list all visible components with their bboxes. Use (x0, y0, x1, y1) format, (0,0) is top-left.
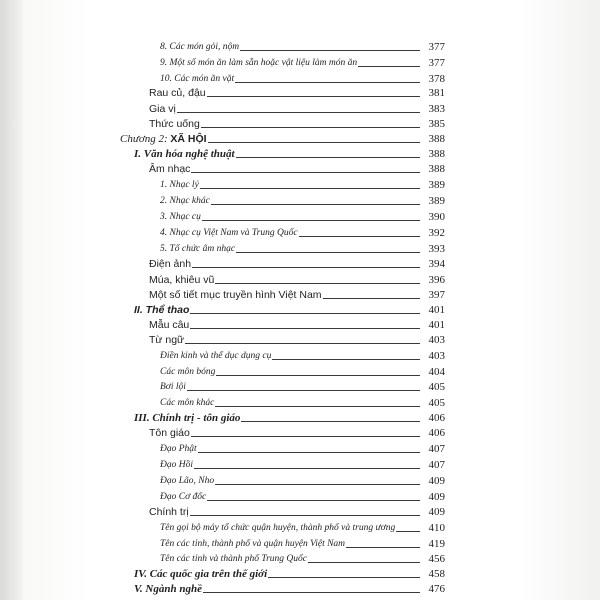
page-number: 385 (428, 118, 445, 130)
toc-entry-title: 1. Nhạc lý (160, 180, 199, 190)
page-number: 456 (428, 553, 445, 565)
toc-entry-title: Thức uống (149, 118, 200, 130)
page-number: 383 (428, 103, 445, 115)
dot-leader (215, 406, 420, 407)
toc-entry-title: 3. Nhạc cụ (160, 212, 201, 222)
page-number: 407 (428, 459, 445, 471)
toc-entry (149, 332, 445, 346)
dot-leader (235, 82, 420, 83)
toc-entry-title: 9. Một số món ăn làm sẵn hoặc vật liệu làm món ăn (160, 58, 358, 68)
dot-leader (272, 359, 420, 360)
dot-leader (191, 436, 420, 437)
dot-leader (202, 220, 420, 221)
toc-entry (160, 241, 445, 255)
page-number: 392 (428, 227, 445, 239)
toc-entry (134, 410, 445, 424)
dot-leader (207, 500, 420, 501)
toc-entry-title: Từ ngữ (149, 334, 185, 346)
page-number: 409 (428, 475, 445, 487)
toc-entry (160, 457, 445, 471)
page-number: 404 (428, 366, 445, 378)
page-number: 403 (428, 350, 445, 362)
toc-entry-title: II. Thể thao (134, 304, 190, 316)
toc-entry (160, 489, 445, 503)
dot-leader (240, 50, 420, 51)
page-number: 396 (428, 274, 445, 286)
toc-entry-title: III. Chính trị - tôn giáo (134, 412, 241, 424)
page-number: 388 (428, 133, 445, 145)
toc-entry (120, 131, 445, 145)
page-number: 390 (428, 211, 445, 223)
toc-entry (149, 101, 445, 115)
toc-entry (134, 566, 445, 580)
page-number: 407 (428, 443, 445, 455)
toc-entry (149, 272, 445, 286)
toc-entry (160, 225, 445, 239)
page-number: 377 (428, 57, 445, 69)
toc-entry-title: 4. Nhạc cụ Việt Nam và Trung Quốc (160, 228, 298, 238)
page-number: 401 (428, 319, 445, 331)
page-number: 476 (428, 583, 445, 595)
toc-entry (149, 504, 445, 518)
dot-leader (190, 515, 420, 516)
dot-leader (236, 252, 420, 253)
toc-entry (160, 177, 445, 191)
dot-leader (268, 577, 420, 578)
toc-entry-title: Các môn khác (160, 398, 215, 408)
page-number: 389 (428, 179, 445, 191)
page-number: 388 (428, 163, 445, 175)
page-number: 403 (428, 334, 445, 346)
dot-leader (215, 283, 420, 284)
dot-leader (346, 547, 420, 548)
toc-entry-title: 2. Nhạc khác (160, 196, 210, 206)
toc-entry-title: Múa, khiêu vũ (149, 274, 215, 286)
page-number: 381 (428, 87, 445, 99)
page-number: 419 (428, 538, 445, 550)
toc-entry-title: Tên các tỉnh, thành phố và quận huyện Việt Nam (160, 539, 346, 549)
toc-entry-title: Đạo Phật (160, 444, 197, 454)
page-number: 388 (428, 148, 445, 160)
dot-leader (216, 375, 420, 376)
dot-leader (190, 313, 420, 314)
dot-leader (207, 96, 420, 97)
toc-entry-title: Điện ảnh (149, 258, 192, 270)
toc-entry-title: Gia vị (149, 103, 176, 115)
chapter-prefix: Chương 2: (120, 133, 171, 145)
toc-entry-title: Các môn bóng (160, 367, 216, 377)
dot-leader (208, 142, 420, 143)
page-number: 405 (428, 397, 445, 409)
toc-entry (160, 348, 445, 362)
dot-leader (192, 267, 420, 268)
toc-entry (149, 425, 445, 439)
toc-entry-title (120, 133, 207, 145)
toc-entry (134, 581, 445, 595)
toc-entry (149, 85, 445, 99)
toc-entry-title: Đạo Lão, Nho (160, 476, 215, 486)
toc-entry (160, 55, 445, 69)
toc-entry (149, 317, 445, 331)
toc-entry (149, 116, 445, 130)
toc-entry-title: V. Ngành nghề (134, 583, 202, 595)
toc-entry (149, 256, 445, 270)
toc-entry-title: Một số tiết mục truyền hình Việt Nam (149, 289, 322, 301)
page-number: 458 (428, 568, 445, 580)
dot-leader (177, 112, 420, 113)
page-number: 409 (428, 491, 445, 503)
toc-entry-title: IV. Các quốc gia trên thế giới (134, 568, 268, 580)
toc-entry-title: Tên gọi bộ máy tổ chức quận huyện, thành phố và trung ương (160, 523, 396, 533)
toc-entry (160, 395, 445, 409)
toc-entry (149, 287, 445, 301)
toc-entry-title: Điền kinh và thể dục dụng cụ (160, 351, 272, 361)
toc-entry (134, 146, 445, 160)
toc-entry (160, 379, 445, 393)
page-number: 389 (428, 195, 445, 207)
toc-entry-title: 8. Các món gỏi, nộm (160, 42, 240, 52)
toc-entry-title: 10. Các món ăn vặt (160, 74, 235, 84)
toc-entry (160, 536, 445, 550)
dot-leader (308, 562, 420, 563)
toc-entry-title: Mẫu câu (149, 319, 190, 331)
page-number: 401 (428, 304, 445, 316)
dot-leader (323, 298, 420, 299)
dot-leader (299, 236, 420, 237)
page-number: 405 (428, 381, 445, 393)
toc-entry (160, 364, 445, 378)
dot-leader (211, 204, 420, 205)
toc-entry-title: Đạo Cơ đốc (160, 492, 207, 502)
page-number: 394 (428, 258, 445, 270)
dot-leader (191, 172, 420, 173)
page-number: 377 (428, 41, 445, 53)
toc-entry (160, 473, 445, 487)
toc-entry-title: Đạo Hồi (160, 460, 193, 470)
dot-leader (200, 188, 420, 189)
toc-entry-title: Tôn giáo (149, 427, 190, 439)
toc-entry (160, 551, 445, 565)
toc-entry (160, 193, 445, 207)
page-number: 378 (428, 73, 445, 85)
dot-leader (201, 127, 420, 128)
dot-leader (194, 468, 420, 469)
dot-leader (396, 531, 420, 532)
dot-leader (236, 157, 420, 158)
toc-entry-title: Tên các tỉnh và thành phố Trung Quốc (160, 554, 307, 564)
dot-leader (358, 66, 420, 67)
toc-entry (149, 161, 445, 175)
page-number: 409 (428, 506, 445, 518)
toc-entry (160, 441, 445, 455)
dot-leader (198, 452, 420, 453)
dot-leader (203, 592, 420, 593)
page-number: 410 (428, 522, 445, 534)
toc-entry (160, 209, 445, 223)
toc-entry-title: Rau củ, đậu (149, 87, 206, 99)
page-number: 406 (428, 427, 445, 439)
chapter-title: XÃ HỘI (170, 133, 207, 145)
dot-leader (241, 421, 420, 422)
toc-entry-title: Âm nhạc (149, 163, 191, 175)
toc-entry (134, 302, 445, 316)
dot-leader (187, 390, 420, 391)
toc-entry-title: Chính trị (149, 506, 189, 518)
dot-leader (190, 328, 420, 329)
page-number: 393 (428, 243, 445, 255)
page-number: 406 (428, 412, 445, 424)
toc-entry (160, 520, 445, 534)
page-number: 397 (428, 289, 445, 301)
toc-entry (160, 71, 445, 85)
dot-leader (185, 343, 420, 344)
toc-entry-title: 5. Tổ chức âm nhạc (160, 244, 236, 254)
toc-entry-title: Bơi lội (160, 382, 186, 392)
dot-leader (215, 484, 420, 485)
toc-entry-title: I. Văn hóa nghệ thuật (134, 148, 235, 160)
toc-entry (160, 39, 445, 53)
